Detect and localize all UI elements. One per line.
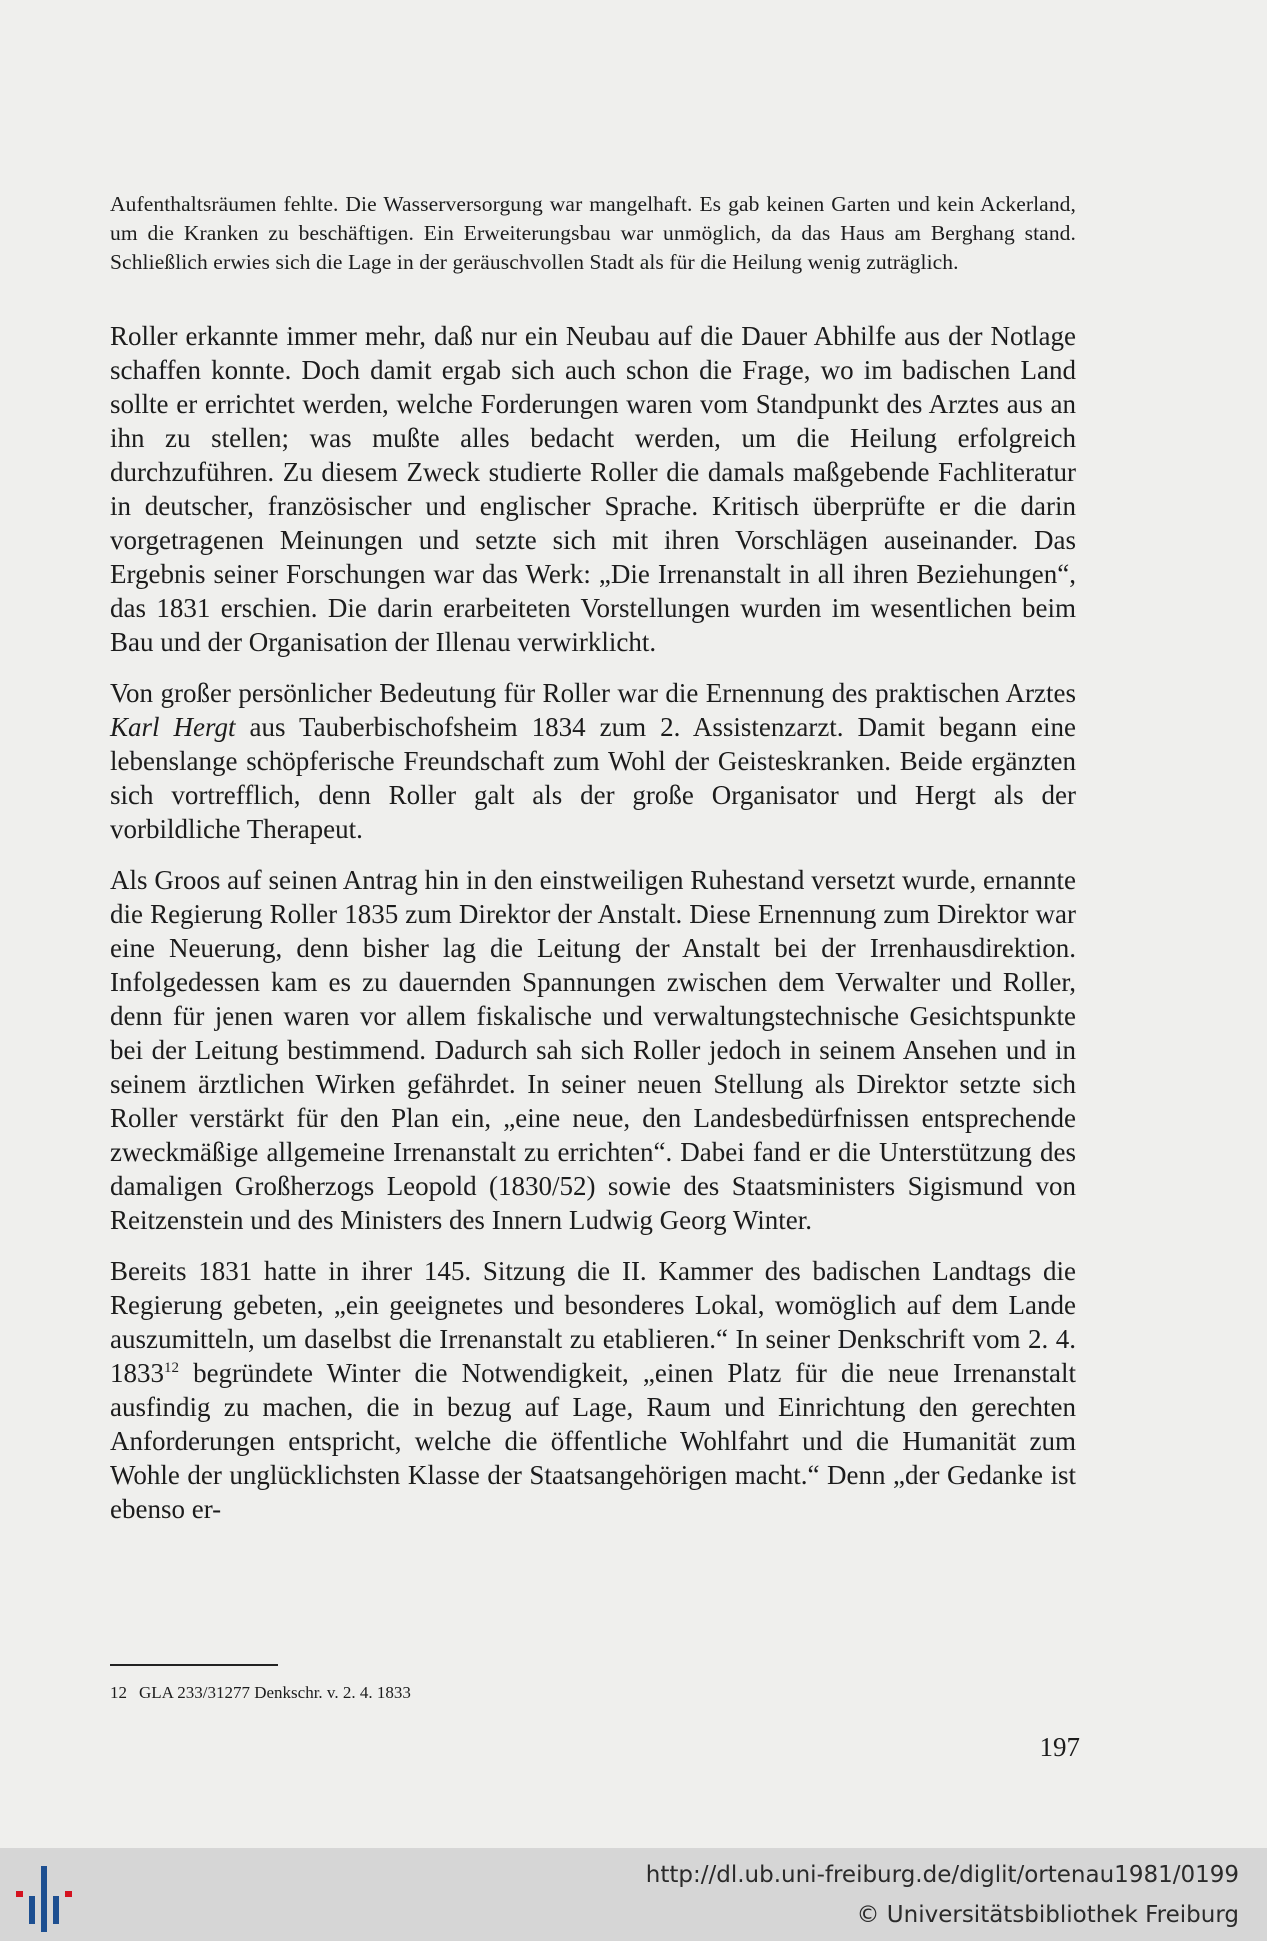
paragraph-2-start: Von großer persönlicher Bedeutung für Roller war die Ernennung des praktischen Arztes xyxy=(110,678,1076,708)
page-number: 197 xyxy=(1039,1732,1080,1762)
footnote xyxy=(110,1682,910,1704)
paragraph-4-start: Bereits 1831 hatte in ihrer 145. Sitzung die II. Kammer des badischen Landtags die Regierung gebeten, „ein geeignetes und besonderes Lokal, womöglich auf dem Lande auszumitteln, um daselbst die Irrenanstalt zu etablieren.“ In seiner Denkschrift vom 2. 4. 1833 xyxy=(110,1256,1076,1388)
source-url-link[interactable]: http://dl.ub.uni-freiburg.de/diglit/ortenau1981/0199 xyxy=(645,1862,1239,1888)
footnote-number: 12 xyxy=(110,1683,127,1702)
copyright-text: © Universitätsbibliothek Freiburg xyxy=(856,1902,1239,1928)
paragraph-2-end: aus Tauberbischofsheim 1834 zum 2. Assistenzarzt. Damit begann eine lebenslange schöpferische Freundschaft zum Wohl der Geisteskranken. Beide ergänzten sich vortrefflich, denn Roller galt als der große Organisator und Hergt als der vorbildliche Therapeut. xyxy=(110,712,1076,844)
ub-freiburg-logo-icon xyxy=(10,1858,80,1938)
person-name-karl-hergt: Karl Hergt xyxy=(110,712,236,742)
paragraph-4-end: begründete Winter die Notwendigkeit, „einen Platz für die neue Irrenanstalt ausfindig zu machen, die in bezug auf Lage, Raum und Einrichtung den gerechten Anforderungen entspricht, welche die öffentliche Wohlfahrt und die Humanität zum Wohle der unglücklichsten Klasse der Staatsangehörigen macht.“ Denn „der Gedanke ist ebenso er- xyxy=(110,1358,1076,1524)
footnote-divider xyxy=(110,1664,278,1666)
footnote-reference: 12 xyxy=(164,1360,179,1376)
intro-paragraph: Aufenthaltsräumen fehlte. Die Wasserversorgung war mangelhaft. Es gab keinen Garten und kein Ackerland, um die Kranken zu beschäftigen. Ein Erweiterungsbau war unmöglich, da das Haus am Berghang stand. Schließlich erwies sich die Lage in der geräuschvollen Stadt als für die Heilung wenig zuträglich. xyxy=(110,192,1076,274)
footnote-text: GLA 233/31277 Denkschr. v. 2. 4. 1833 xyxy=(139,1683,411,1702)
paragraph-4 xyxy=(110,1254,1076,1526)
paragraph-1: Roller erkannte immer mehr, daß nur ein Neubau auf die Dauer Abhilfe aus der Notlage schaffen konnte. Doch damit ergab sich auch schon die Frage, wo im badischen Land sollte er errichtet werden, welche Forderungen waren vom Standpunkt des Arztes aus an ihn zu stellen; was mußte alles bedacht werden, um die Heilung erfolgreich durchzuführen. Zu diesem Zweck studierte Roller die damals maßgebende Fachliteratur in deutscher, französischer und englischer Sprache. Kritisch überprüfte er die darin vorgetragenen Meinungen und setzte sich mit ihren Vorschlägen auseinander. Das Ergebnis seiner Forschungen war das Werk: „Die Irrenanstalt in all ihren Beziehungen“, das 1831 erschien. Die darin erarbeiteten Vorstellungen wurden im wesentlichen beim Bau und der Organisation der Illenau verwirklicht. xyxy=(110,321,1076,657)
paragraph-3: Als Groos auf seinen Antrag hin in den einstweiligen Ruhestand versetzt wurde, ernannte die Regierung Roller 1835 zum Direktor der Anstalt. Diese Ernennung zum Direktor war eine Neuerung, denn bisher lag die Leitung der Anstalt bei der Irrenhausdirektion. Infolgedessen kam es zu dauernden Spannungen zwischen dem Verwalter und Roller, denn für jenen waren vor allem fiskalische und verwaltungstechnische Gesichtspunkte bei der Leitung bestimmend. Dadurch sah sich Roller jedoch in seinem Ansehen und in seinem ärztlichen Wirken gefährdet. In seiner neuen Stellung als Direktor setzte sich Roller verstärkt für den Plan ein, „eine neue, den Landesbedürfnissen entsprechende zweckmäßige allgemeine Irrenanstalt zu errichten“. Dabei fand er die Unterstützung des damaligen Großherzogs Leopold (1830/52) sowie des Staatsministers Sigismund von Reitzenstein und des Ministers des Innern Ludwig Georg Winter. xyxy=(110,865,1076,1235)
body-text xyxy=(110,319,1076,1526)
paragraph-2 xyxy=(110,676,1076,846)
